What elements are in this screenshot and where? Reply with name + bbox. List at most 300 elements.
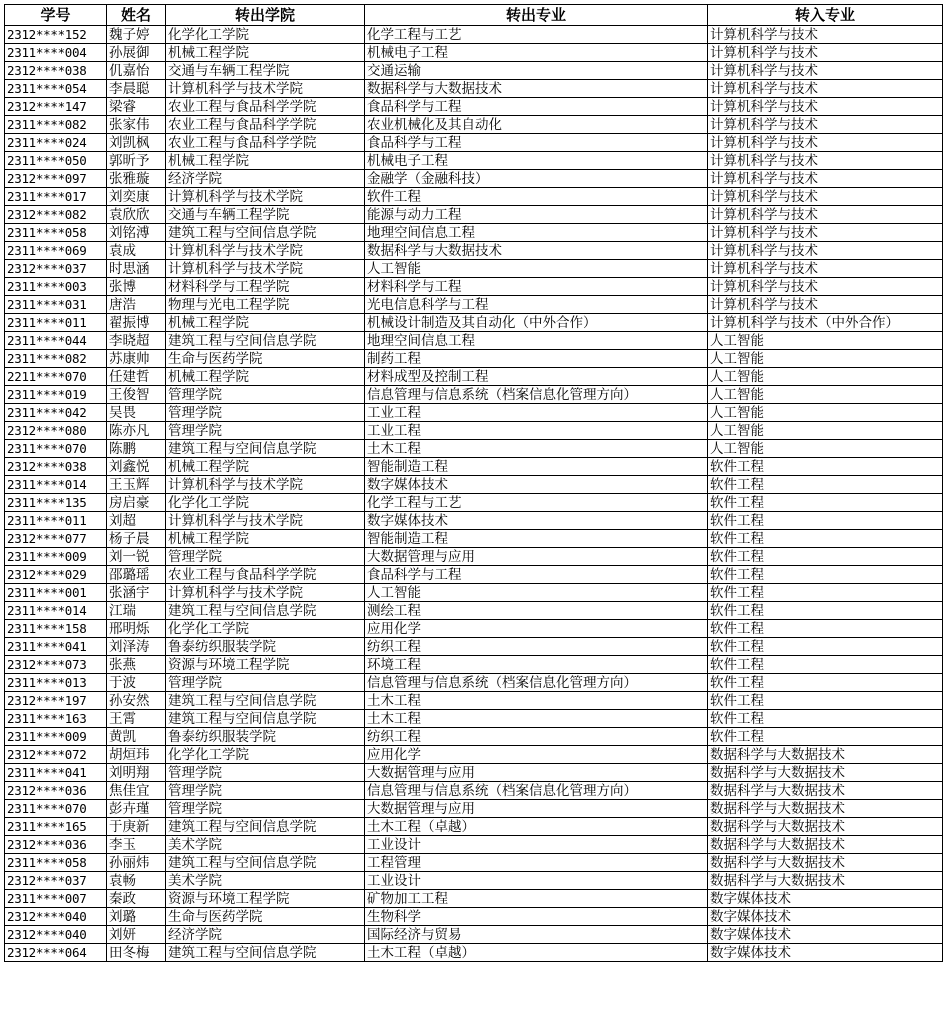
from-college-cell: 管理学院 — [166, 404, 365, 422]
from-major-cell: 工业设计 — [365, 872, 708, 890]
from-college-cell: 机械工程学院 — [166, 314, 365, 332]
to-major-cell: 软件工程 — [708, 530, 943, 548]
to-major-cell: 软件工程 — [708, 512, 943, 530]
table-row — [5, 926, 943, 944]
from-college-cell: 农业工程与食品科学学院 — [166, 98, 365, 116]
from-college-cell: 建筑工程与空间信息学院 — [166, 224, 365, 242]
to-major-cell: 数据科学与大数据技术 — [708, 854, 943, 872]
student-id-cell: 2312****197 — [5, 692, 107, 710]
name-cell: 张燕 — [107, 656, 166, 674]
from-college-cell: 管理学院 — [166, 764, 365, 782]
student-id-cell: 2311****007 — [5, 890, 107, 908]
name-cell: 时思涵 — [107, 260, 166, 278]
student-id-cell: 2311****082 — [5, 116, 107, 134]
name-cell: 孙展御 — [107, 44, 166, 62]
student-id-cell: 2312****072 — [5, 746, 107, 764]
name-cell: 翟振博 — [107, 314, 166, 332]
from-major-cell: 金融学（金融科技） — [365, 170, 708, 188]
to-major-cell: 数据科学与大数据技术 — [708, 800, 943, 818]
from-college-cell: 鲁泰纺织服装学院 — [166, 728, 365, 746]
from-college-cell: 管理学院 — [166, 422, 365, 440]
from-major-cell: 机械电子工程 — [365, 152, 708, 170]
name-cell: 李晓超 — [107, 332, 166, 350]
student-id-cell: 2311****013 — [5, 674, 107, 692]
from-major-cell: 材料成型及控制工程 — [365, 368, 708, 386]
student-id-cell: 2312****029 — [5, 566, 107, 584]
table-row — [5, 818, 943, 836]
student-id-cell: 2312****077 — [5, 530, 107, 548]
from-major-cell: 大数据管理与应用 — [365, 548, 708, 566]
name-cell: 唐浩 — [107, 296, 166, 314]
name-cell: 田冬梅 — [107, 944, 166, 962]
to-major-cell: 数字媒体技术 — [708, 944, 943, 962]
name-cell: 王俊智 — [107, 386, 166, 404]
from-college-cell: 建筑工程与空间信息学院 — [166, 440, 365, 458]
name-cell: 王霄 — [107, 710, 166, 728]
to-major-cell: 软件工程 — [708, 602, 943, 620]
student-id-cell: 2311****042 — [5, 404, 107, 422]
to-major-cell: 计算机科学与技术 — [708, 242, 943, 260]
table-row — [5, 440, 943, 458]
table-body — [5, 26, 943, 962]
from-major-cell: 信息管理与信息系统（档案信息化管理方向） — [365, 674, 708, 692]
table-row — [5, 710, 943, 728]
to-major-cell: 数据科学与大数据技术 — [708, 818, 943, 836]
from-college-cell: 机械工程学院 — [166, 152, 365, 170]
from-college-cell: 交通与车辆工程学院 — [166, 206, 365, 224]
to-major-cell: 软件工程 — [708, 494, 943, 512]
from-college-cell: 建筑工程与空间信息学院 — [166, 818, 365, 836]
header-name: 姓名 — [107, 5, 166, 26]
name-cell: 彭卉瑾 — [107, 800, 166, 818]
from-college-cell: 管理学院 — [166, 674, 365, 692]
to-major-cell: 计算机科学与技术 — [708, 260, 943, 278]
to-major-cell: 软件工程 — [708, 638, 943, 656]
table-row — [5, 944, 943, 962]
to-major-cell: 计算机科学与技术 — [708, 296, 943, 314]
name-cell: 刘铭溥 — [107, 224, 166, 242]
table-row — [5, 548, 943, 566]
header-row — [5, 5, 943, 26]
to-major-cell: 数据科学与大数据技术 — [708, 836, 943, 854]
to-major-cell: 计算机科学与技术 — [708, 26, 943, 44]
to-major-cell: 数字媒体技术 — [708, 890, 943, 908]
student-id-cell: 2311****163 — [5, 710, 107, 728]
name-cell: 袁成 — [107, 242, 166, 260]
to-major-cell: 软件工程 — [708, 692, 943, 710]
from-major-cell: 纺织工程 — [365, 728, 708, 746]
student-id-cell: 2311****070 — [5, 440, 107, 458]
from-college-cell: 化学化工学院 — [166, 620, 365, 638]
to-major-cell: 数据科学与大数据技术 — [708, 764, 943, 782]
to-major-cell: 软件工程 — [708, 710, 943, 728]
table-row — [5, 170, 943, 188]
name-cell: 李晨聪 — [107, 80, 166, 98]
from-college-cell: 机械工程学院 — [166, 530, 365, 548]
student-id-cell: 2311****004 — [5, 44, 107, 62]
from-major-cell: 信息管理与信息系统（档案信息化管理方向） — [365, 386, 708, 404]
from-major-cell: 数字媒体技术 — [365, 512, 708, 530]
student-id-cell: 2311****054 — [5, 80, 107, 98]
to-major-cell: 计算机科学与技术 — [708, 62, 943, 80]
from-major-cell: 农业机械化及其自动化 — [365, 116, 708, 134]
from-major-cell: 能源与动力工程 — [365, 206, 708, 224]
name-cell: 刘凯枫 — [107, 134, 166, 152]
from-major-cell: 人工智能 — [365, 260, 708, 278]
table-row — [5, 836, 943, 854]
to-major-cell: 计算机科学与技术 — [708, 134, 943, 152]
name-cell: 刘奕康 — [107, 188, 166, 206]
to-major-cell: 计算机科学与技术 — [708, 188, 943, 206]
student-id-cell: 2311****058 — [5, 224, 107, 242]
to-major-cell: 软件工程 — [708, 566, 943, 584]
table-row — [5, 404, 943, 422]
name-cell: 秦政 — [107, 890, 166, 908]
transfer-list-table — [4, 4, 943, 962]
from-college-cell: 建筑工程与空间信息学院 — [166, 692, 365, 710]
to-major-cell: 计算机科学与技术 — [708, 44, 943, 62]
student-id-cell: 2312****036 — [5, 836, 107, 854]
student-id-cell: 2312****073 — [5, 656, 107, 674]
from-college-cell: 计算机科学与技术学院 — [166, 476, 365, 494]
from-major-cell: 智能制造工程 — [365, 458, 708, 476]
from-college-cell: 化学化工学院 — [166, 494, 365, 512]
header-to-major: 转入专业 — [708, 5, 943, 26]
from-major-cell: 工业工程 — [365, 404, 708, 422]
student-id-cell: 2311****158 — [5, 620, 107, 638]
table-row — [5, 890, 943, 908]
student-id-cell: 2312****037 — [5, 872, 107, 890]
from-major-cell: 土木工程 — [365, 710, 708, 728]
from-college-cell: 建筑工程与空间信息学院 — [166, 710, 365, 728]
header-student-id: 学号 — [5, 5, 107, 26]
from-major-cell: 信息管理与信息系统（档案信息化管理方向） — [365, 782, 708, 800]
name-cell: 孙安然 — [107, 692, 166, 710]
header-from-college: 转出学院 — [166, 5, 365, 26]
from-major-cell: 土木工程 — [365, 440, 708, 458]
from-major-cell: 应用化学 — [365, 620, 708, 638]
table-row — [5, 638, 943, 656]
table-row — [5, 116, 943, 134]
from-major-cell: 食品科学与工程 — [365, 566, 708, 584]
table-row — [5, 602, 943, 620]
name-cell: 房启豪 — [107, 494, 166, 512]
student-id-cell: 2311****019 — [5, 386, 107, 404]
name-cell: 刘泽涛 — [107, 638, 166, 656]
from-major-cell: 工程管理 — [365, 854, 708, 872]
from-major-cell: 化学工程与工艺 — [365, 26, 708, 44]
from-major-cell: 环境工程 — [365, 656, 708, 674]
name-cell: 郭昕予 — [107, 152, 166, 170]
from-major-cell: 化学工程与工艺 — [365, 494, 708, 512]
student-id-cell: 2312****097 — [5, 170, 107, 188]
from-major-cell: 工业工程 — [365, 422, 708, 440]
table-row — [5, 692, 943, 710]
from-major-cell: 智能制造工程 — [365, 530, 708, 548]
table-row — [5, 512, 943, 530]
name-cell: 张博 — [107, 278, 166, 296]
student-id-cell: 2312****147 — [5, 98, 107, 116]
student-id-cell: 2311****017 — [5, 188, 107, 206]
from-major-cell: 食品科学与工程 — [365, 98, 708, 116]
name-cell: 梁睿 — [107, 98, 166, 116]
student-id-cell: 2311****069 — [5, 242, 107, 260]
name-cell: 张涵宇 — [107, 584, 166, 602]
to-major-cell: 计算机科学与技术 — [708, 116, 943, 134]
student-id-cell: 2311****135 — [5, 494, 107, 512]
table-row — [5, 800, 943, 818]
table-row — [5, 368, 943, 386]
table-row — [5, 134, 943, 152]
to-major-cell: 数据科学与大数据技术 — [708, 872, 943, 890]
name-cell: 李玉 — [107, 836, 166, 854]
student-id-cell: 2311****050 — [5, 152, 107, 170]
student-id-cell: 2312****038 — [5, 62, 107, 80]
name-cell: 焦佳宜 — [107, 782, 166, 800]
from-major-cell: 机械设计制造及其自动化（中外合作） — [365, 314, 708, 332]
student-id-cell: 2312****036 — [5, 782, 107, 800]
student-id-cell: 2311****011 — [5, 512, 107, 530]
to-major-cell: 人工智能 — [708, 440, 943, 458]
name-cell: 张雅璇 — [107, 170, 166, 188]
student-id-cell: 2311****165 — [5, 818, 107, 836]
from-college-cell: 机械工程学院 — [166, 44, 365, 62]
name-cell: 于波 — [107, 674, 166, 692]
name-cell: 刘一锐 — [107, 548, 166, 566]
from-college-cell: 建筑工程与空间信息学院 — [166, 332, 365, 350]
from-college-cell: 管理学院 — [166, 548, 365, 566]
name-cell: 陈鹏 — [107, 440, 166, 458]
name-cell: 袁欣欣 — [107, 206, 166, 224]
table-row — [5, 278, 943, 296]
student-id-cell: 2311****003 — [5, 278, 107, 296]
table-row — [5, 566, 943, 584]
name-cell: 吴畏 — [107, 404, 166, 422]
from-college-cell: 建筑工程与空间信息学院 — [166, 602, 365, 620]
from-major-cell: 土木工程（卓越） — [365, 818, 708, 836]
from-college-cell: 建筑工程与空间信息学院 — [166, 854, 365, 872]
name-cell: 袁畅 — [107, 872, 166, 890]
from-major-cell: 生物科学 — [365, 908, 708, 926]
name-cell: 邵璐瑶 — [107, 566, 166, 584]
student-id-cell: 2311****014 — [5, 602, 107, 620]
name-cell: 于庚新 — [107, 818, 166, 836]
to-major-cell: 计算机科学与技术 — [708, 98, 943, 116]
table-row — [5, 242, 943, 260]
from-major-cell: 材料科学与工程 — [365, 278, 708, 296]
table-row — [5, 584, 943, 602]
student-id-cell: 2311****001 — [5, 584, 107, 602]
from-college-cell: 计算机科学与技术学院 — [166, 512, 365, 530]
table-row — [5, 206, 943, 224]
from-college-cell: 管理学院 — [166, 782, 365, 800]
table-row — [5, 782, 943, 800]
from-major-cell: 光电信息科学与工程 — [365, 296, 708, 314]
to-major-cell: 计算机科学与技术 — [708, 170, 943, 188]
student-id-cell: 2312****064 — [5, 944, 107, 962]
from-college-cell: 计算机科学与技术学院 — [166, 260, 365, 278]
to-major-cell: 软件工程 — [708, 584, 943, 602]
from-college-cell: 资源与环境工程学院 — [166, 656, 365, 674]
header-from-major: 转出专业 — [365, 5, 708, 26]
student-id-cell: 2312****080 — [5, 422, 107, 440]
from-major-cell: 软件工程 — [365, 188, 708, 206]
table-row — [5, 314, 943, 332]
table-row — [5, 764, 943, 782]
student-id-cell: 2312****152 — [5, 26, 107, 44]
student-id-cell: 2312****082 — [5, 206, 107, 224]
student-id-cell: 2312****038 — [5, 458, 107, 476]
from-major-cell: 大数据管理与应用 — [365, 764, 708, 782]
student-id-cell: 2311****044 — [5, 332, 107, 350]
to-major-cell: 计算机科学与技术（中外合作） — [708, 314, 943, 332]
student-id-cell: 2311****041 — [5, 638, 107, 656]
from-college-cell: 资源与环境工程学院 — [166, 890, 365, 908]
from-major-cell: 土木工程（卓越） — [365, 944, 708, 962]
name-cell: 苏康帅 — [107, 350, 166, 368]
name-cell: 刘鑫悦 — [107, 458, 166, 476]
student-id-cell: 2311****082 — [5, 350, 107, 368]
table-row — [5, 908, 943, 926]
from-major-cell: 地理空间信息工程 — [365, 332, 708, 350]
from-major-cell: 人工智能 — [365, 584, 708, 602]
table-row — [5, 386, 943, 404]
name-cell: 刘璐 — [107, 908, 166, 926]
to-major-cell: 人工智能 — [708, 404, 943, 422]
from-major-cell: 数据科学与大数据技术 — [365, 242, 708, 260]
name-cell: 魏子婷 — [107, 26, 166, 44]
from-college-cell: 管理学院 — [166, 386, 365, 404]
from-college-cell: 生命与医药学院 — [166, 908, 365, 926]
from-college-cell: 经济学院 — [166, 170, 365, 188]
to-major-cell: 数字媒体技术 — [708, 908, 943, 926]
from-college-cell: 管理学院 — [166, 800, 365, 818]
to-major-cell: 人工智能 — [708, 350, 943, 368]
table-row — [5, 458, 943, 476]
name-cell: 张家伟 — [107, 116, 166, 134]
from-major-cell: 大数据管理与应用 — [365, 800, 708, 818]
to-major-cell: 软件工程 — [708, 728, 943, 746]
from-major-cell: 地理空间信息工程 — [365, 224, 708, 242]
table-row — [5, 872, 943, 890]
to-major-cell: 人工智能 — [708, 386, 943, 404]
from-college-cell: 计算机科学与技术学院 — [166, 80, 365, 98]
name-cell: 任建哲 — [107, 368, 166, 386]
student-id-cell: 2311****024 — [5, 134, 107, 152]
to-major-cell: 人工智能 — [708, 332, 943, 350]
student-id-cell: 2311****058 — [5, 854, 107, 872]
to-major-cell: 计算机科学与技术 — [708, 278, 943, 296]
from-college-cell: 计算机科学与技术学院 — [166, 188, 365, 206]
from-major-cell: 测绘工程 — [365, 602, 708, 620]
name-cell: 陈亦凡 — [107, 422, 166, 440]
table-row — [5, 422, 943, 440]
to-major-cell: 人工智能 — [708, 368, 943, 386]
student-id-cell: 2211****070 — [5, 368, 107, 386]
from-major-cell: 工业设计 — [365, 836, 708, 854]
table-row — [5, 494, 943, 512]
from-major-cell: 纺织工程 — [365, 638, 708, 656]
to-major-cell: 计算机科学与技术 — [708, 224, 943, 242]
from-major-cell: 矿物加工工程 — [365, 890, 708, 908]
name-cell: 杨子晨 — [107, 530, 166, 548]
from-college-cell: 鲁泰纺织服装学院 — [166, 638, 365, 656]
from-college-cell: 机械工程学院 — [166, 368, 365, 386]
from-major-cell: 应用化学 — [365, 746, 708, 764]
table-row — [5, 530, 943, 548]
name-cell: 胡烜玮 — [107, 746, 166, 764]
table-row — [5, 26, 943, 44]
to-major-cell: 计算机科学与技术 — [708, 152, 943, 170]
student-id-cell: 2312****040 — [5, 908, 107, 926]
from-college-cell: 物理与光电工程学院 — [166, 296, 365, 314]
table-row — [5, 620, 943, 638]
from-college-cell: 美术学院 — [166, 872, 365, 890]
to-major-cell: 软件工程 — [708, 548, 943, 566]
from-major-cell: 机械电子工程 — [365, 44, 708, 62]
from-college-cell: 计算机科学与技术学院 — [166, 584, 365, 602]
to-major-cell: 数字媒体技术 — [708, 926, 943, 944]
from-major-cell: 数字媒体技术 — [365, 476, 708, 494]
from-major-cell: 国际经济与贸易 — [365, 926, 708, 944]
from-major-cell: 食品科学与工程 — [365, 134, 708, 152]
table-row — [5, 728, 943, 746]
table-row — [5, 296, 943, 314]
from-major-cell: 土木工程 — [365, 692, 708, 710]
from-college-cell: 农业工程与食品科学学院 — [166, 134, 365, 152]
name-cell: 刘明翔 — [107, 764, 166, 782]
to-major-cell: 计算机科学与技术 — [708, 206, 943, 224]
table-row — [5, 854, 943, 872]
to-major-cell: 软件工程 — [708, 656, 943, 674]
from-major-cell: 制药工程 — [365, 350, 708, 368]
to-major-cell: 数据科学与大数据技术 — [708, 746, 943, 764]
table-row — [5, 44, 943, 62]
student-id-cell: 2311****014 — [5, 476, 107, 494]
name-cell: 王玉辉 — [107, 476, 166, 494]
table-row — [5, 152, 943, 170]
name-cell: 孙丽炜 — [107, 854, 166, 872]
student-id-cell: 2311****031 — [5, 296, 107, 314]
name-cell: 黄凯 — [107, 728, 166, 746]
to-major-cell: 软件工程 — [708, 458, 943, 476]
student-id-cell: 2311****009 — [5, 548, 107, 566]
from-college-cell: 农业工程与食品科学学院 — [166, 116, 365, 134]
table-row — [5, 746, 943, 764]
name-cell: 刘超 — [107, 512, 166, 530]
name-cell: 邢明烁 — [107, 620, 166, 638]
from-college-cell: 化学化工学院 — [166, 26, 365, 44]
from-college-cell: 计算机科学与技术学院 — [166, 242, 365, 260]
to-major-cell: 计算机科学与技术 — [708, 80, 943, 98]
table-row — [5, 332, 943, 350]
table-row — [5, 188, 943, 206]
from-college-cell: 美术学院 — [166, 836, 365, 854]
table-row — [5, 350, 943, 368]
from-college-cell: 机械工程学院 — [166, 458, 365, 476]
table-row — [5, 476, 943, 494]
table-row — [5, 260, 943, 278]
table-row — [5, 80, 943, 98]
student-id-cell: 2311****009 — [5, 728, 107, 746]
table-row — [5, 98, 943, 116]
table-row — [5, 674, 943, 692]
to-major-cell: 软件工程 — [708, 674, 943, 692]
to-major-cell: 软件工程 — [708, 620, 943, 638]
from-college-cell: 经济学院 — [166, 926, 365, 944]
name-cell: 仉嘉怡 — [107, 62, 166, 80]
to-major-cell: 数据科学与大数据技术 — [708, 782, 943, 800]
